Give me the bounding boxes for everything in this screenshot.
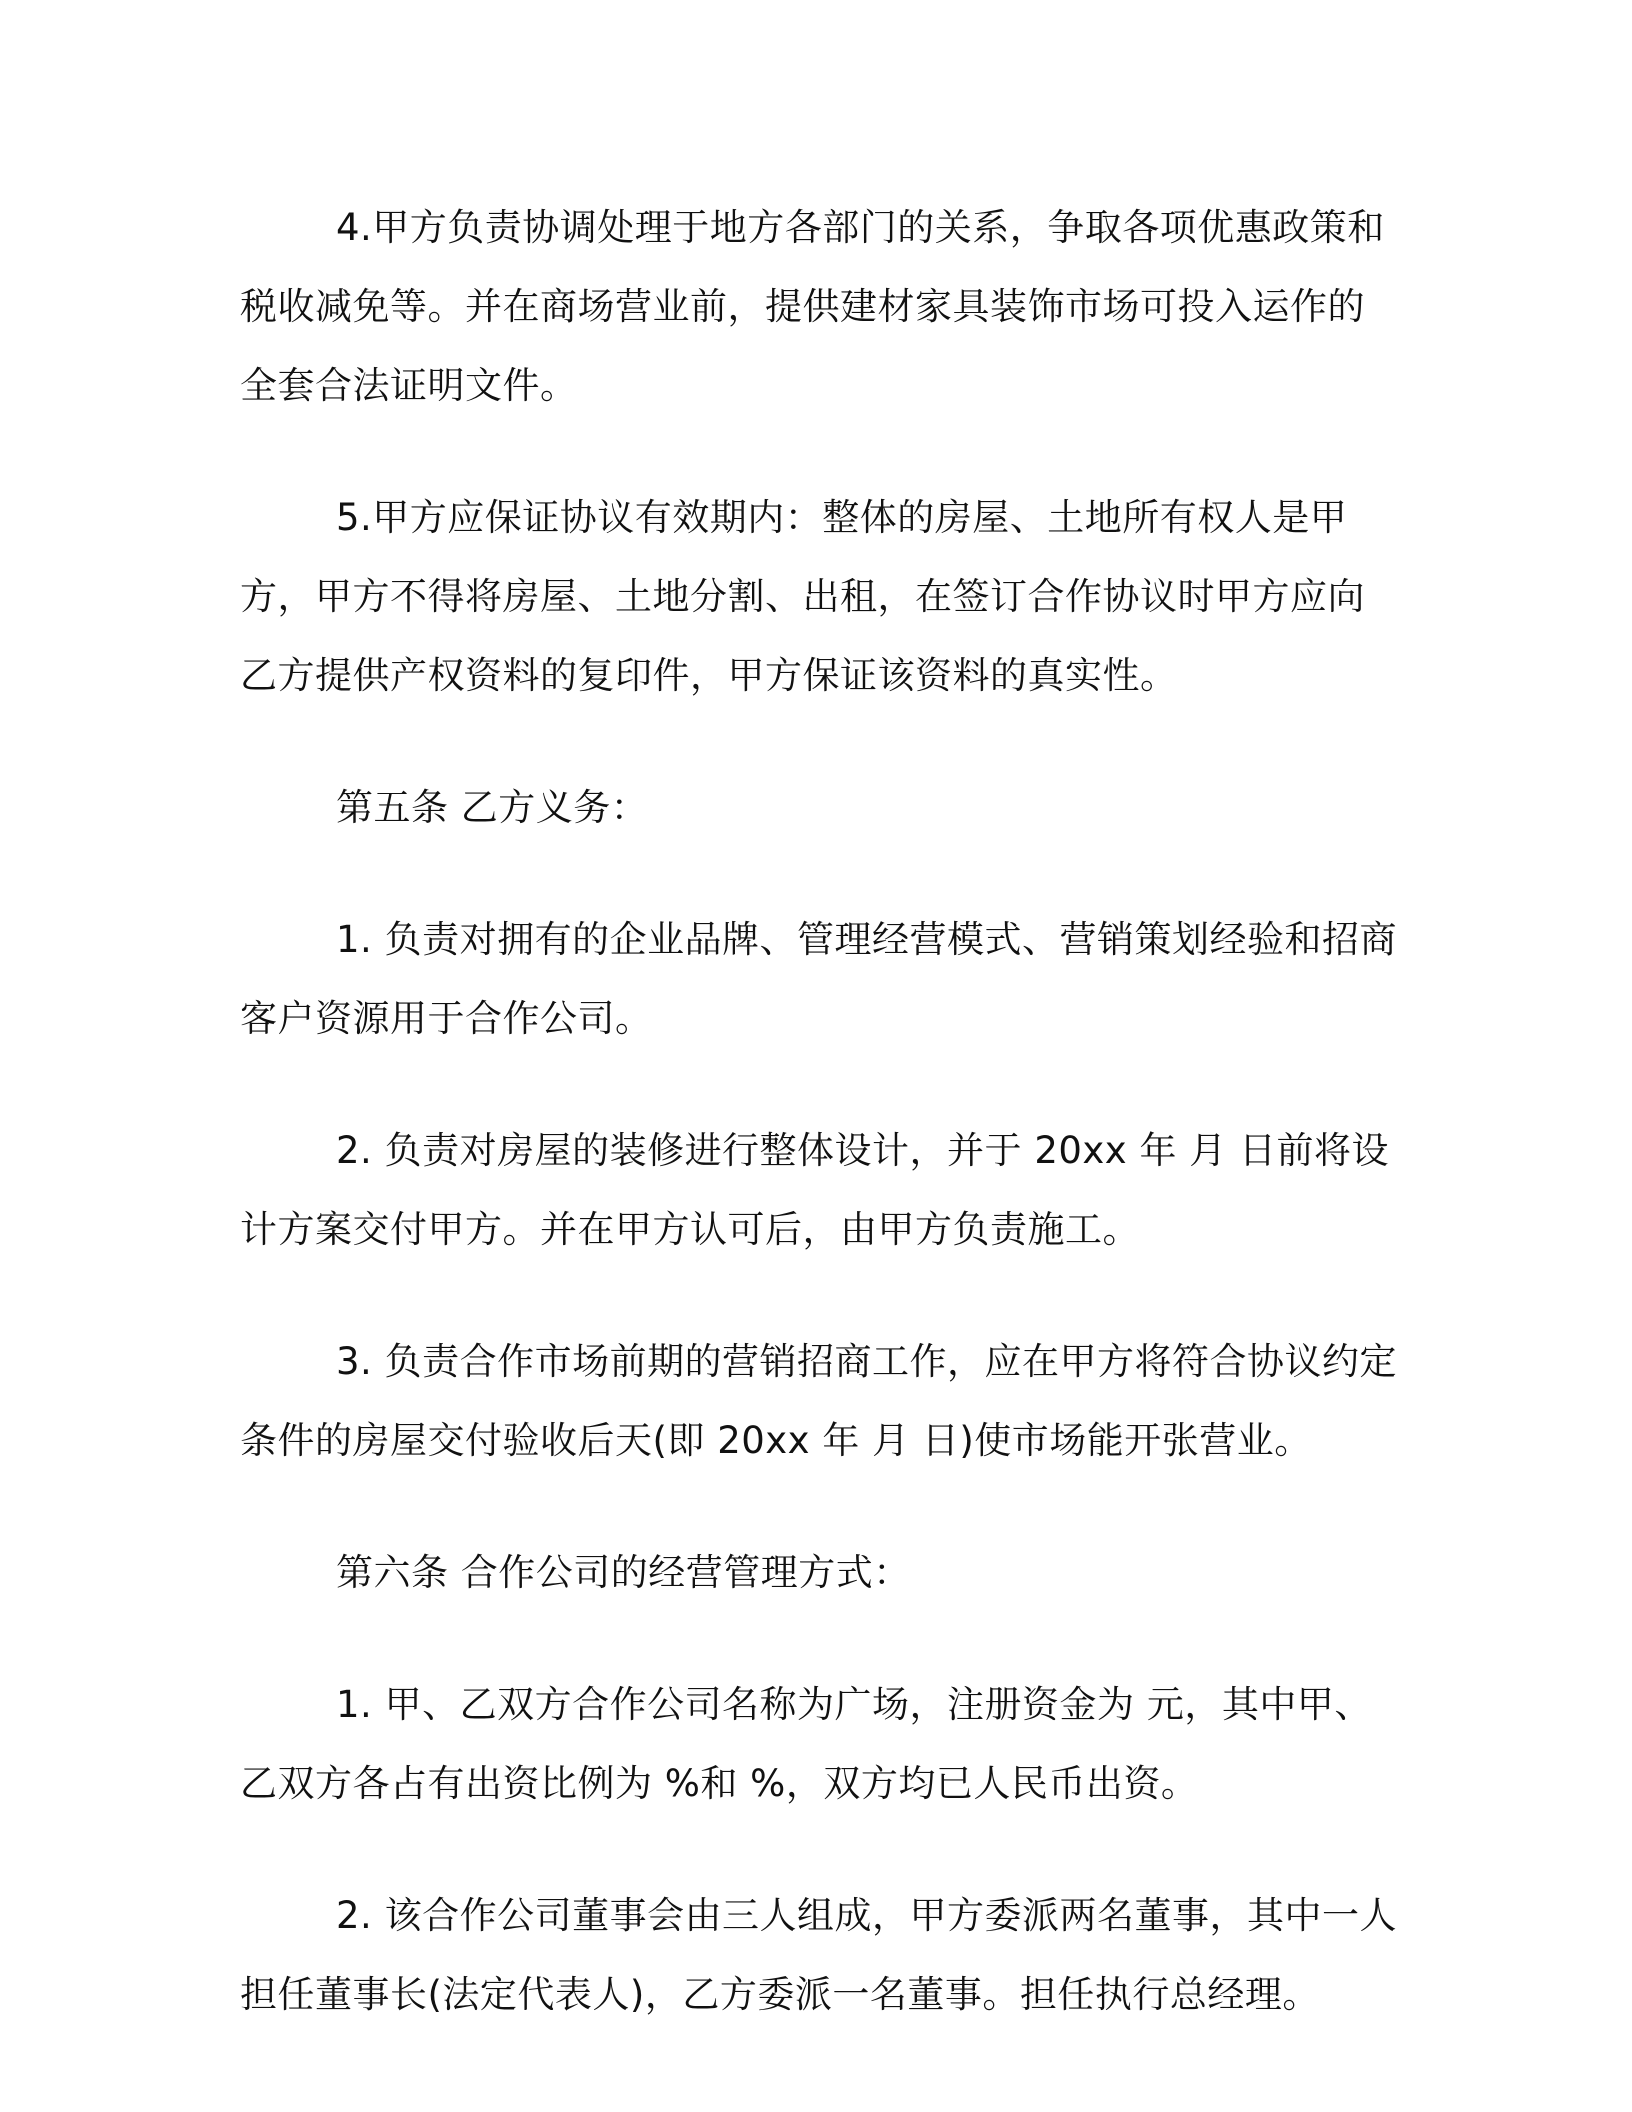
paragraph-clause-5: 5.甲方应保证协议有效期内：整体的房屋、土地所有权人是甲方，甲方不得将房屋、土地分割、出租，在签订合作协议时甲方应向乙方提供产权资料的复印件，甲方保证该资料的真实性。 (240, 496, 1365, 697)
paragraph-article-5-item-3: 3. 负责合作市场前期的营销招商工作，应在甲方将符合协议约定条件的房屋交付验收后天(即 20xx 年 月 日)使市场能开张营业。 (240, 1340, 1398, 1462)
article-5-heading: 第五条 乙方义务： (336, 786, 649, 829)
article-6-heading: 第六条 合作公司的经营管理方式： (336, 1551, 911, 1594)
paragraph-article-5-item-1: 1. 负责对拥有的企业品牌、管理经营模式、营销策划经验和招商客户资源用于合作公司。 (240, 918, 1398, 1040)
paragraph-article-6-item-2: 2. 该合作公司董事会由三人组成，甲方委派两名董事，其中一人担任董事长(法定代表人)，乙方委派一名董事。担任执行总经理。 (240, 1894, 1398, 2016)
paragraph-article-6-item-1: 1. 甲、乙双方合作公司名称为广场，注册资金为 元，其中甲、乙双方各占有出资比例为 %和 %，双方均已人民币出资。 (240, 1683, 1372, 1805)
paragraph-clause-4: 4.甲方负责协调处理于地方各部门的关系，争取各项优惠政策和税收减免等。并在商场营业前，提供建材家具装饰市场可投入运作的全套合法证明文件。 (240, 206, 1385, 407)
document-body (240, 188, 1400, 2087)
paragraph-article-5-item-2: 2. 负责对房屋的装修进行整体设计，并于 20xx 年 月 日前将设计方案交付甲方。并在甲方认可后，由甲方负责施工。 (240, 1129, 1389, 1251)
